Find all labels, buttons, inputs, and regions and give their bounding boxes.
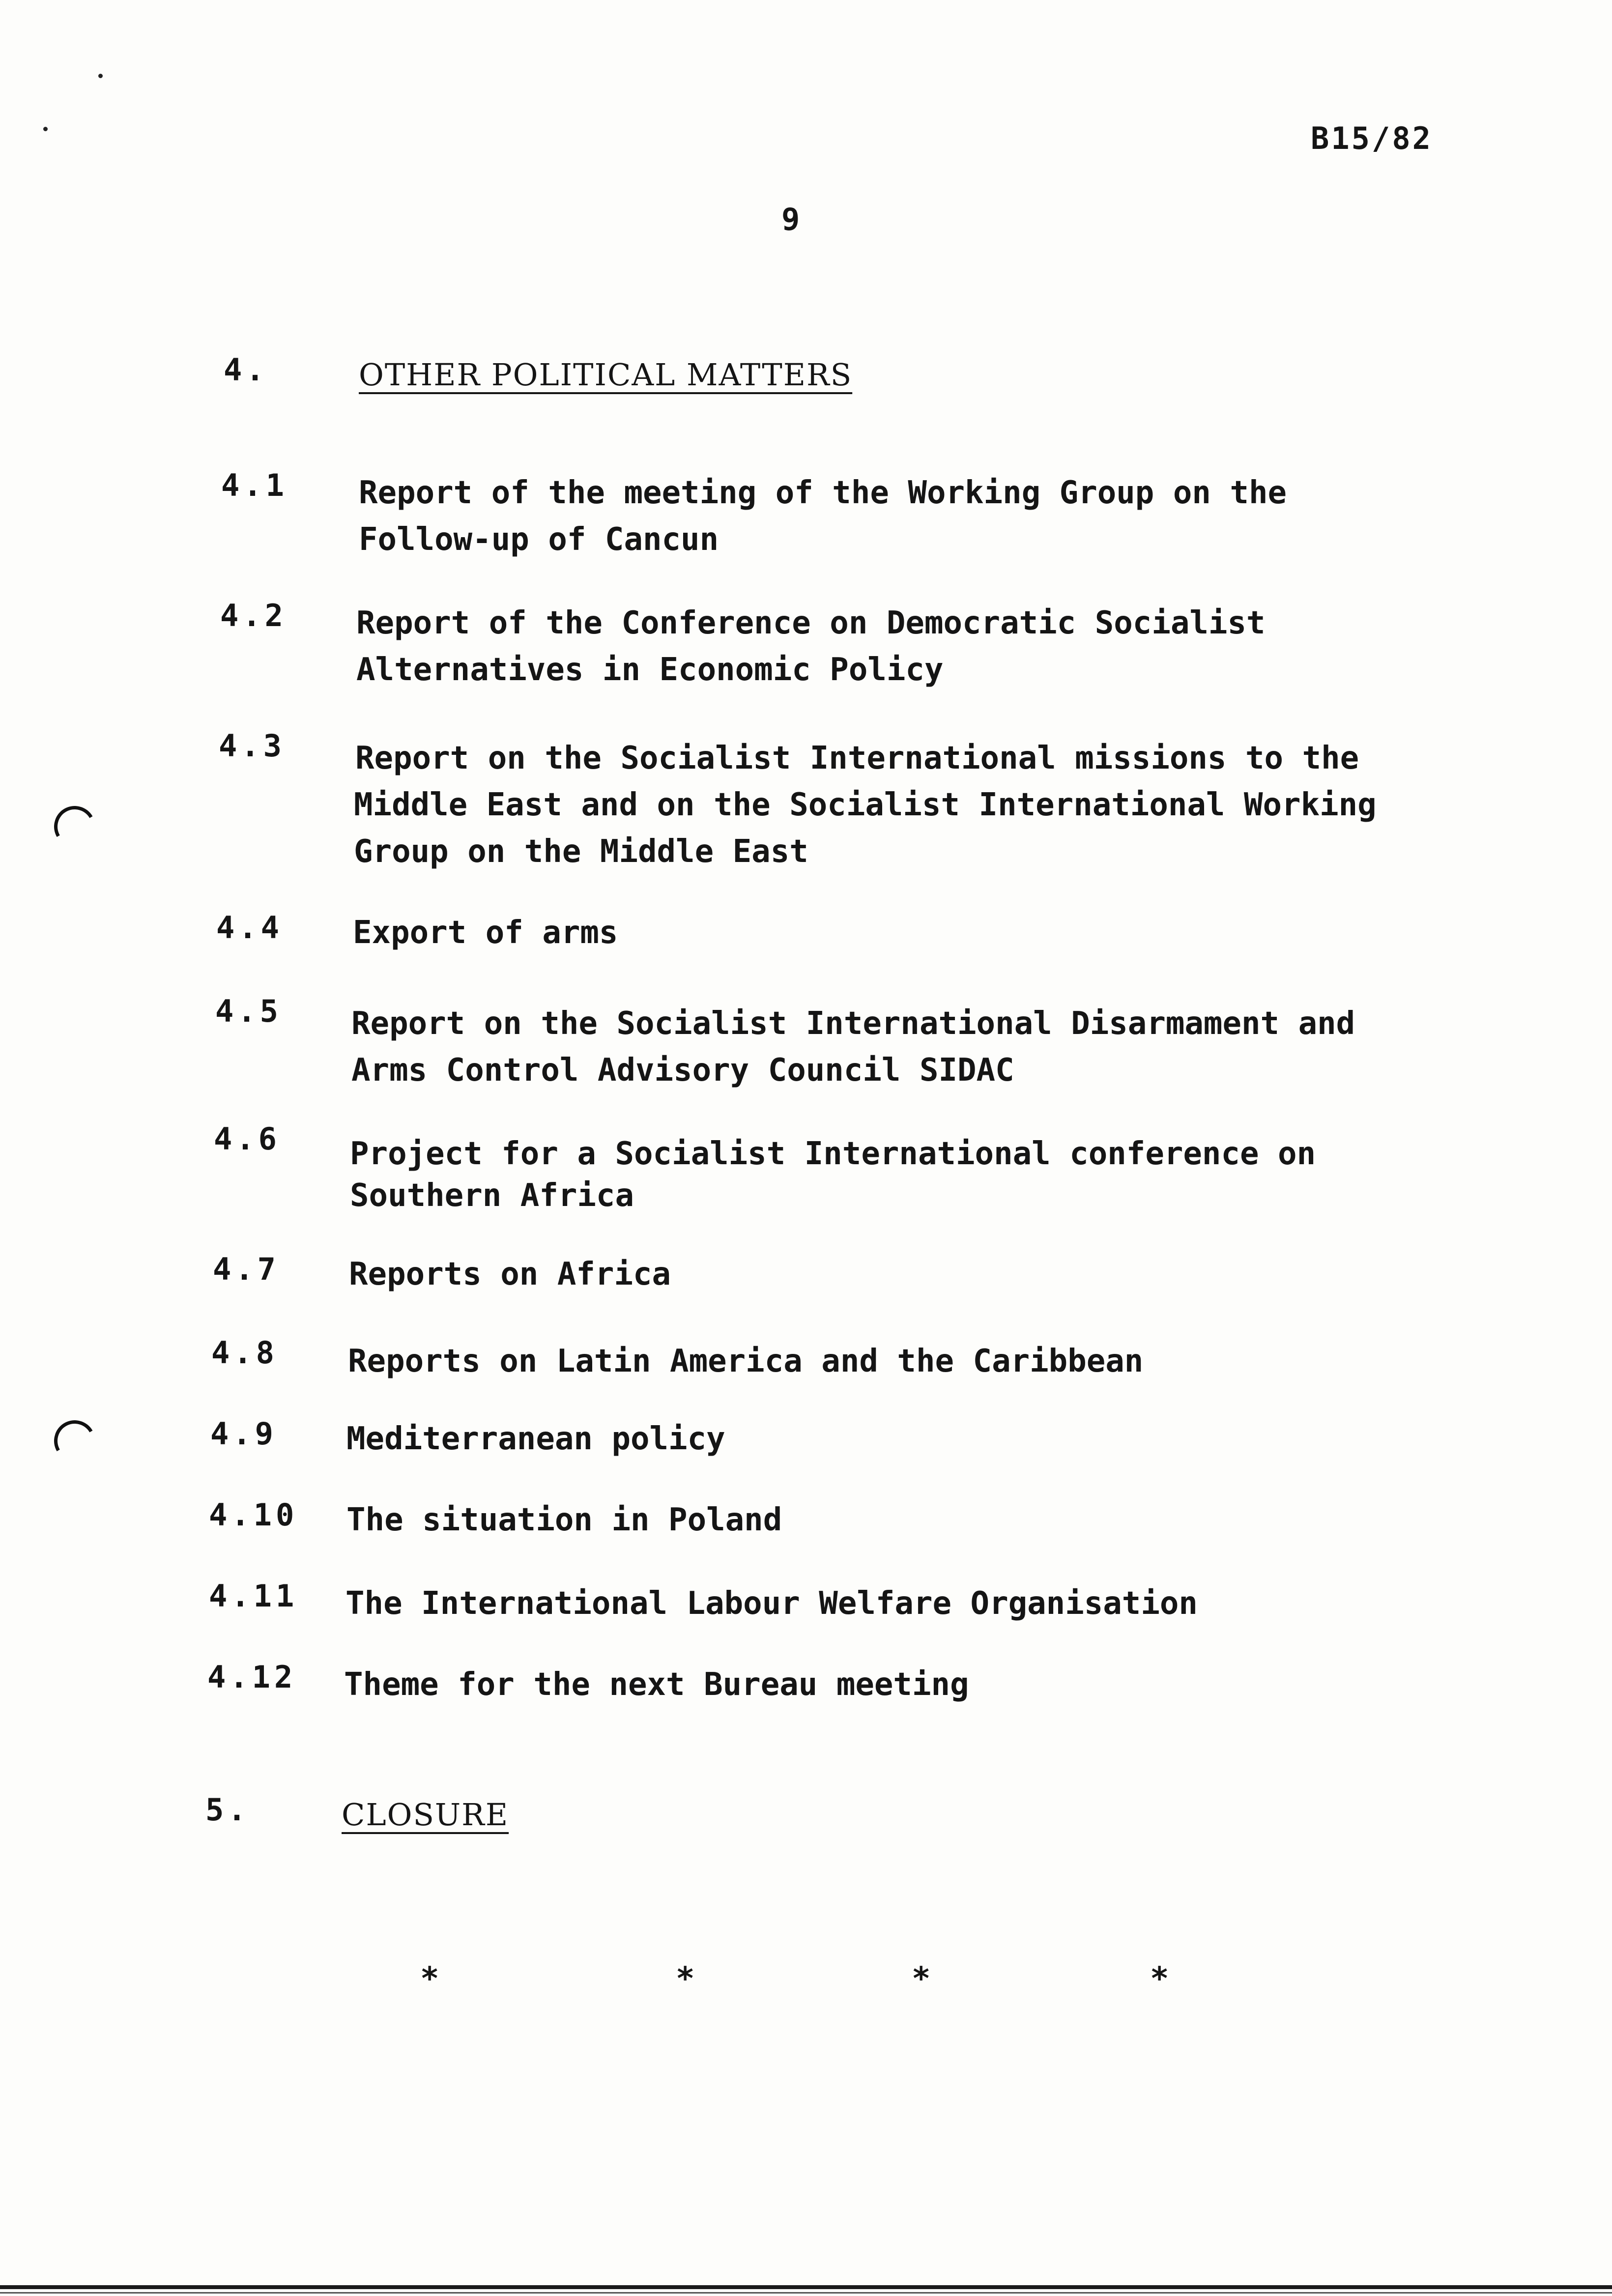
document-reference: B15/82 xyxy=(1311,120,1433,156)
item-text-line: Southern Africa xyxy=(350,1177,634,1214)
item-number: 4.11 xyxy=(209,1578,298,1614)
scan-speck xyxy=(43,127,48,131)
section-number: 4. xyxy=(224,352,268,388)
item-text-line: The International Labour Welfare Organisation xyxy=(345,1585,1198,1622)
item-number: 4.12 xyxy=(207,1659,297,1695)
item-text-line: Mediterranean policy xyxy=(346,1421,725,1457)
scan-edge xyxy=(0,2292,1612,2294)
item-text-line: Report of the meeting of the Working Group on the xyxy=(359,475,1287,511)
item-number: 4.5 xyxy=(215,993,282,1029)
item-text-line: Reports on Latin America and the Caribbean xyxy=(348,1343,1144,1379)
item-text-line: Group on the Middle East xyxy=(354,833,808,870)
item-number: 4.10 xyxy=(209,1497,298,1533)
punch-hole-mark xyxy=(50,1416,100,1466)
item-text-line: Export of arms xyxy=(353,915,618,951)
item-number: 4.3 xyxy=(219,728,286,764)
item-text-line: Project for a Socialist International conference on xyxy=(350,1136,1316,1172)
item-text-line: Report on the Socialist International missions to the xyxy=(355,740,1359,776)
item-number: 4.9 xyxy=(210,1416,277,1452)
closing-star: * xyxy=(676,1961,695,1997)
item-number: 4.2 xyxy=(220,598,287,633)
page-number: 9 xyxy=(781,201,800,237)
item-text-line: Arms Control Advisory Council SIDAC xyxy=(351,1052,1014,1089)
item-text-line: Theme for the next Bureau meeting xyxy=(344,1666,969,1703)
item-number: 4.1 xyxy=(221,467,288,503)
closing-star: * xyxy=(1150,1961,1169,1997)
section-title: OTHER POLITICAL MATTERS xyxy=(359,357,853,393)
item-text-line: Reports on Africa xyxy=(349,1256,671,1292)
scan-speck xyxy=(98,74,103,78)
item-number: 4.6 xyxy=(214,1121,281,1157)
item-number: 4.8 xyxy=(211,1335,278,1371)
item-text-line: Follow-up of Cancun xyxy=(359,521,719,558)
item-text-line: Report on the Socialist International Disarmament and xyxy=(351,1005,1355,1042)
item-text-line: Alternatives in Economic Policy xyxy=(356,652,944,688)
item-text-line: The situation in Poland xyxy=(346,1502,782,1538)
item-number: 4.7 xyxy=(213,1251,280,1287)
item-text-line: Middle East and on the Socialist International Working xyxy=(354,787,1377,823)
closing-star: * xyxy=(420,1961,439,1997)
closing-star: * xyxy=(912,1961,931,1997)
punch-hole-mark xyxy=(50,802,100,852)
section-title: CLOSURE xyxy=(342,1797,509,1833)
item-text-line: Report of the Conference on Democratic Socialist xyxy=(356,605,1266,641)
item-number: 4.4 xyxy=(216,910,283,946)
section-number: 5. xyxy=(205,1792,250,1828)
scan-edge xyxy=(0,2285,1612,2289)
